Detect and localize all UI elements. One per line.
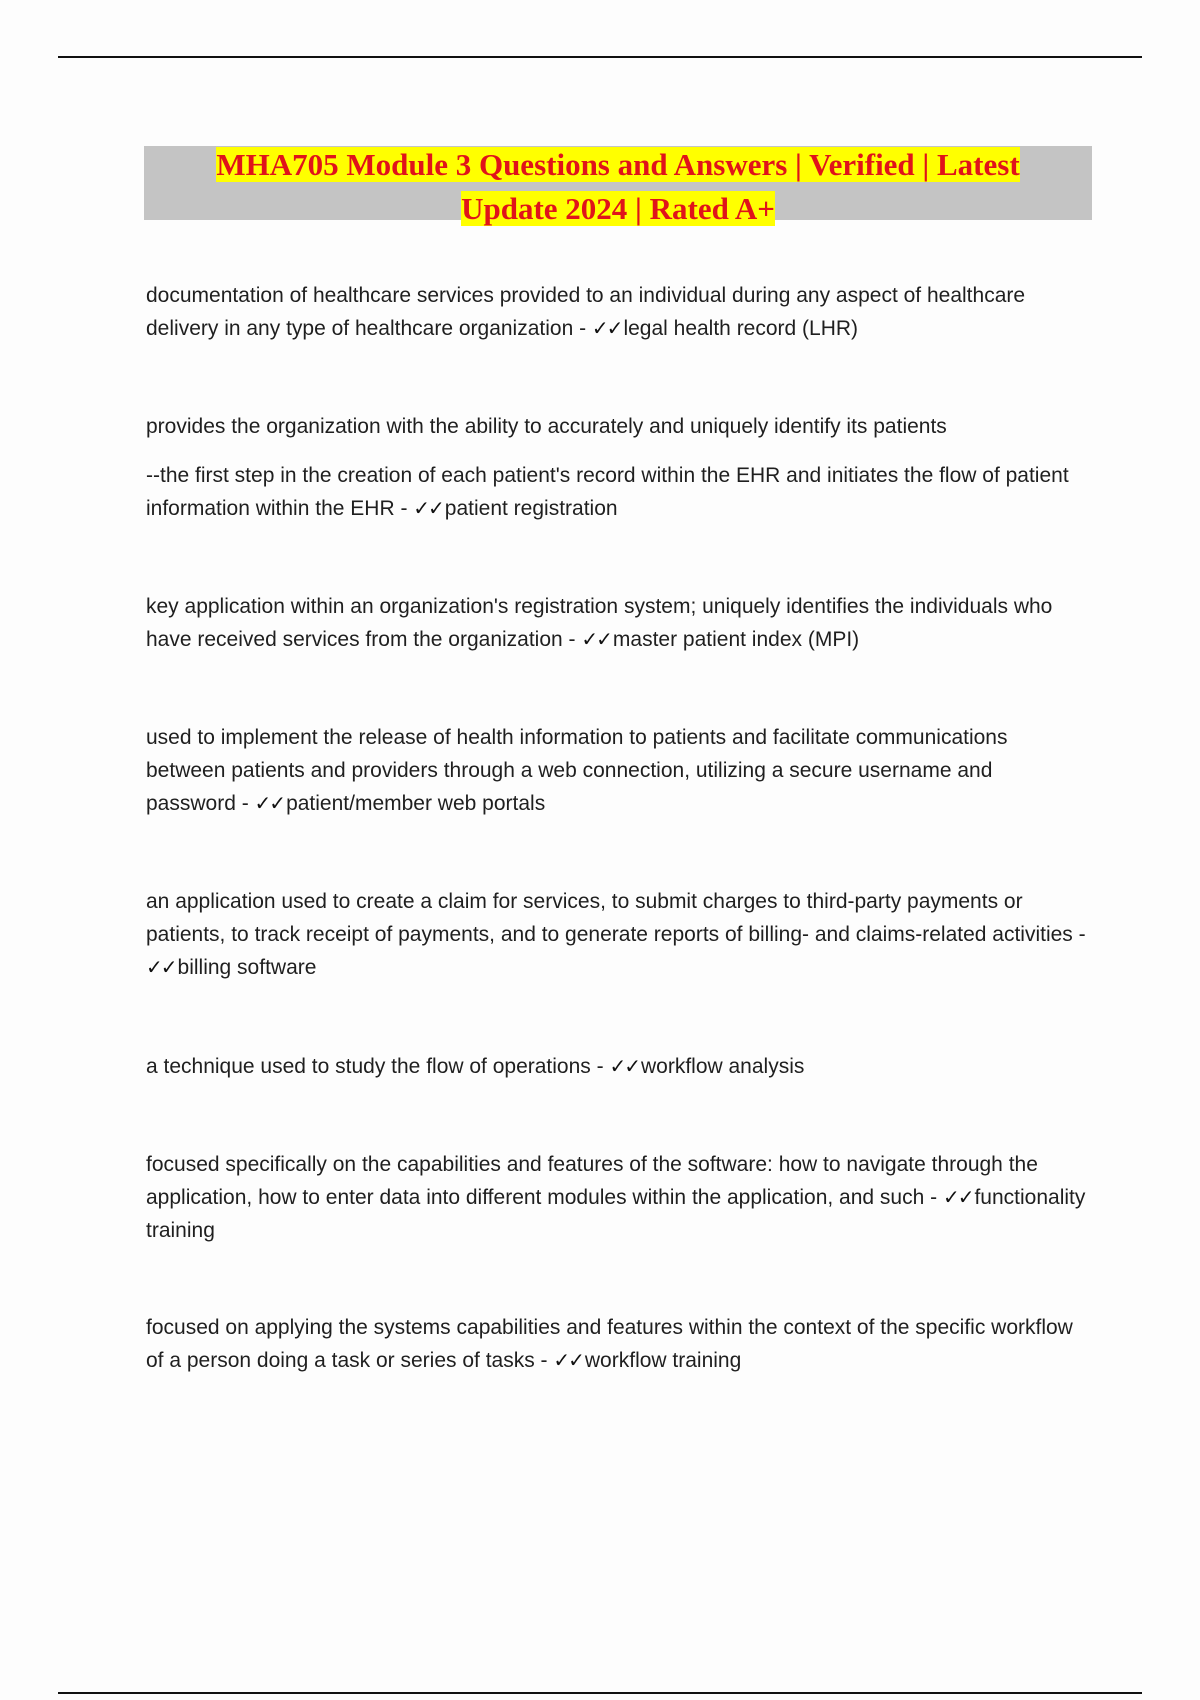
title-banner (144, 146, 1092, 226)
answer-text: workflow training (584, 1349, 742, 1372)
qa-item (146, 885, 1086, 984)
double-check-icon: ✓✓ (942, 1185, 973, 1209)
answer-text: legal health record (LHR) (623, 317, 859, 340)
double-check-icon: ✓✓ (146, 955, 176, 979)
double-check-icon: ✓✓ (591, 316, 622, 340)
double-check-icon: ✓✓ (254, 791, 285, 815)
question-text: provides the organization with the ability to accurately and uniquely identify its patients (146, 415, 947, 438)
qa-item (146, 279, 1086, 345)
double-check-icon: ✓✓ (581, 627, 611, 651)
double-check-icon: ✓✓ (413, 496, 443, 520)
question-text: key application within an organization's registration system; uniquely identifies the individuals who have received services from the organization - (146, 595, 1053, 651)
double-check-icon: ✓✓ (553, 1348, 583, 1372)
question-text: documentation of healthcare services provided to an individual during any aspect of healthcare delivery in any type of healthcare organization - (146, 284, 1026, 340)
question-text: --the first step in the creation of each patient's record within the EHR and initiates the flow of patient information within the EHR - (146, 464, 1069, 520)
question-text: a technique used to study the flow of operations - (146, 1055, 610, 1078)
qa-item (146, 1311, 1086, 1377)
qa-item (146, 590, 1086, 656)
question-text: an application used to create a claim for services, to submit charges to third-party payments or patients, to track receipt of payments, and to generate reports of billing- and claims-related activities - (146, 890, 1086, 946)
answer-text: patient/member web portals (286, 792, 546, 815)
question-text: used to implement the release of health information to patients and facilitate communications between patients and providers through a web connection, utilizing a secure username and password - (146, 726, 1008, 815)
question-text: focused on applying the systems capabilities and features within the context of the specific workflow of a person doing a task or series of tasks - (146, 1316, 1073, 1372)
answer-text: functionality training (146, 1186, 1086, 1242)
double-check-icon: ✓✓ (609, 1054, 639, 1078)
qa-item (146, 459, 1086, 525)
answer-text: patient registration (444, 497, 618, 520)
header-rule (58, 56, 1142, 58)
qa-item (146, 721, 1086, 820)
question-text: focused specifically on the capabilities and features of the software: how to navigate through the application, how to enter data into different modules within the application, and such - (146, 1153, 1038, 1209)
answer-text: master patient index (MPI) (612, 628, 860, 651)
qa-item (146, 1148, 1086, 1247)
answer-text: billing software (177, 956, 317, 979)
qa-item (146, 1050, 1086, 1083)
answer-text: workflow analysis (640, 1055, 805, 1078)
qa-item (146, 410, 1086, 443)
footer-rule (58, 1692, 1142, 1694)
page-title: MHA705 Module 3 Questions and Answers | Verified | Latest Update 2024 | Rated A+ (216, 147, 1020, 226)
